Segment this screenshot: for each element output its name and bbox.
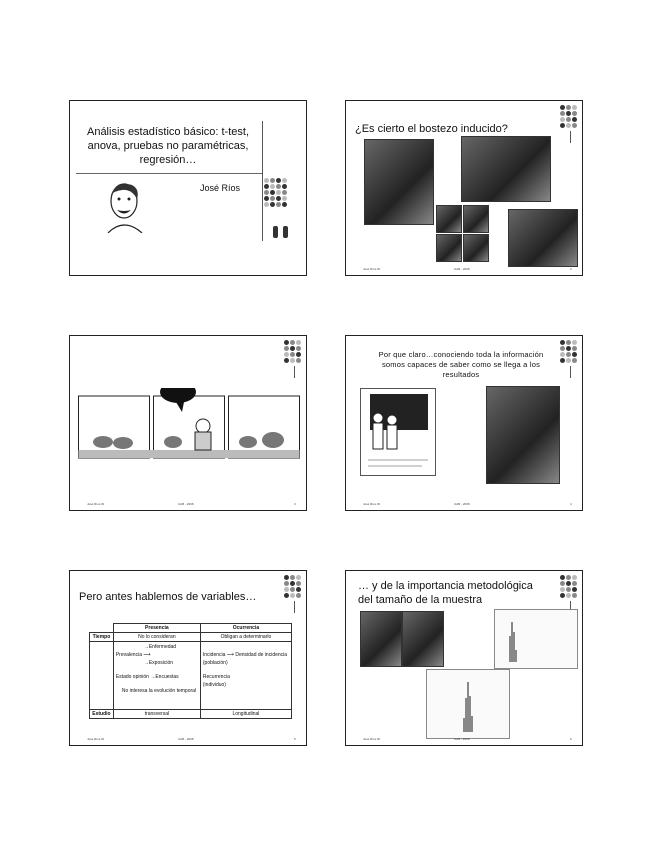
divider-line [570, 366, 571, 378]
variables-table [89, 623, 292, 719]
page-number: 3 [294, 502, 296, 506]
slide-title: Análisis estadístico básico: t-test, anova, pruebas no paramétricas, regresión… [86, 126, 249, 166]
table-cell: Longitudinal [200, 710, 291, 719]
cell-text: Recurrencia [202, 674, 230, 680]
slide-1 [69, 100, 307, 276]
arrow-icon: ⟶ [226, 652, 234, 658]
footer-course: UAB - 2008 [454, 502, 470, 506]
cartoon-image [360, 388, 436, 476]
slide-5 [69, 570, 307, 746]
title-divider [76, 173, 262, 174]
divider-line [570, 131, 571, 143]
cell-text: Enfermedad [148, 644, 177, 650]
frog-image [402, 611, 444, 667]
cell-text: Prevalencia [115, 652, 142, 658]
woman-portrait-image [360, 611, 402, 667]
table-corner [90, 624, 114, 633]
slide-title-line: … y de la importancia metodológica [358, 580, 533, 592]
footer-author: José Ríos ID [363, 502, 381, 506]
gibbon-yawning-image [508, 209, 578, 267]
row-header-tiempo: Tiempo [90, 633, 114, 642]
footer-course: UAB - 2008 [454, 737, 470, 741]
column-header-presencia: Presencia [113, 624, 200, 633]
histogram-large-sample [426, 669, 510, 739]
slide-2 [345, 100, 583, 276]
decorative-dots [560, 340, 577, 363]
footer-author: José Ríos ID [363, 737, 381, 741]
table-cell: No lo consideran [113, 633, 200, 642]
cell-text: Incidencia [202, 652, 226, 658]
decorative-dots [284, 340, 301, 363]
slide-4 [345, 335, 583, 511]
arrow-icon: ⟶ [143, 652, 151, 658]
person-yawning-image [436, 234, 462, 262]
column-header-ocurrencia: Ocurrencia [200, 624, 291, 633]
hippo-yawning-image [364, 139, 434, 225]
cell-text: Densidad de incidencia [235, 652, 288, 658]
slide-title: ¿Es cierto el bostezo inducido? [355, 123, 508, 135]
footer-author: José Ríos ID [87, 737, 105, 741]
decorative-dots [264, 178, 287, 207]
page-number: 4 [570, 502, 572, 506]
page-number: 2 [570, 267, 572, 271]
table-cell: Obligan a determinarlo [200, 633, 291, 642]
table-cell [90, 642, 114, 710]
cell-text: Exposición [148, 660, 174, 666]
author-name: José Ríos [200, 183, 241, 193]
cell-text: No interesa la evolución temporal [121, 688, 197, 694]
divider-line [294, 601, 295, 613]
comic-strip-image [78, 388, 300, 460]
person-yawning-image [463, 205, 489, 233]
footer-course: UAB - 2008 [178, 502, 194, 506]
slide-title: Por que claro…conociendo toda la información somos capaces de saber como se llega a los resultados [378, 350, 544, 379]
decorative-dots [560, 105, 577, 128]
cell-text: Encuestas [155, 674, 179, 680]
decorative-figure [273, 226, 278, 238]
decorative-dots [284, 575, 301, 598]
caged-animal-image [486, 386, 560, 484]
slide-title [358, 579, 533, 607]
table-cell [113, 642, 200, 710]
cell-text: (población) [202, 660, 228, 666]
table-cell: transversal [113, 710, 200, 719]
table-cell [200, 642, 291, 710]
arrow-icon: → [143, 644, 149, 650]
page-number: 6 [570, 737, 572, 741]
footer-author: José Ríos ID [363, 267, 381, 271]
divider-line [294, 366, 295, 378]
cell-text: (individuo) [202, 682, 226, 688]
page-number: 5 [294, 737, 296, 741]
footer-course: UAB - 2008 [178, 737, 194, 741]
footer-author: José Ríos ID [87, 502, 105, 506]
slide-3 [69, 335, 307, 511]
row-header-estudio: Estudio [90, 710, 114, 719]
slide-title-line: del tamaño de la muestra [358, 594, 483, 606]
footer-course: UAB - 2008 [454, 267, 470, 271]
arrow-icon: → [150, 674, 156, 680]
cell-text: Estado opinión [115, 674, 149, 680]
slide-title: Pero antes hablemos de variables… [79, 591, 257, 603]
histogram-small-sample [494, 609, 578, 669]
person-yawning-image [436, 205, 462, 233]
decorative-figure [283, 226, 288, 238]
person-yawning-image [463, 234, 489, 262]
monkey-yawning-image [461, 136, 551, 202]
slide-6 [345, 570, 583, 746]
arrow-icon: → [143, 660, 149, 666]
divider-line [262, 121, 263, 241]
caricature-face-image [102, 181, 148, 233]
decorative-dots [560, 575, 577, 598]
